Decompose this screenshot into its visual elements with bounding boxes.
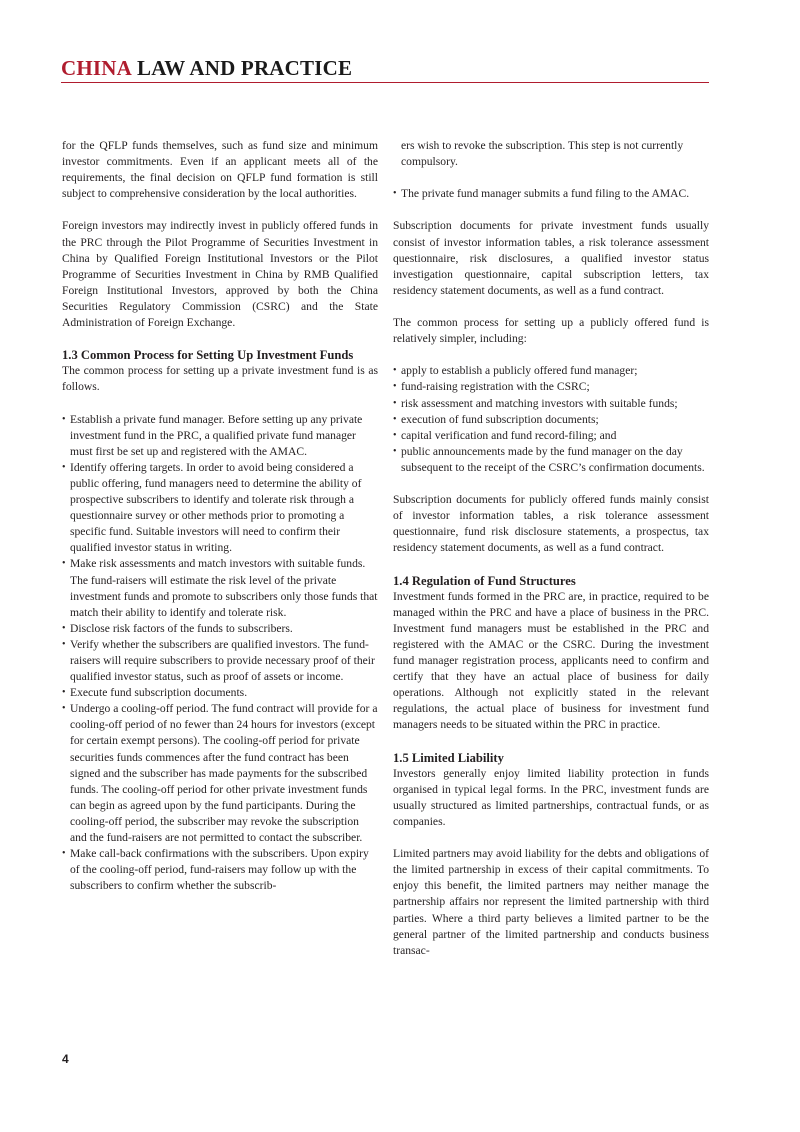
bullet-icon: •	[62, 703, 66, 715]
list-item-text: The private fund manager submits a fund filing to the AMAC.	[401, 187, 690, 201]
list-item-text: capital verification and fund record-filing; and	[401, 428, 617, 442]
body-paragraph: Subscription documents for publicly offered funds mainly consist of investor information tables, a risk tolerance assessment questionnaire, fund risk disclosure statements, a prospectus, tax residency statement documents, as well as a fund contract.	[393, 493, 709, 555]
left-column	[62, 138, 378, 894]
body-paragraph: Limited partners may avoid liability for the debts and obligations of the limited partnership in excess of their capital commitments. To enjoy this benefit, the limited partners may neither manage the partnership affairs nor represent the limited partnership with third parties. Where a third party believes a limited partner to be the general partner of the limited partnership and conducts business transac-	[393, 847, 709, 957]
bullet-icon: •	[393, 188, 397, 200]
list-item	[62, 637, 378, 685]
section-heading: 1.4 Regulation of Fund Structures	[393, 573, 576, 588]
bullet-list	[393, 363, 709, 476]
section-heading: 1.5 Limited Liability	[393, 750, 504, 765]
header-rule	[61, 82, 709, 83]
list-item-text: Make call-back confirmations with the subscribers. Upon expiry of the cooling-off period, fund-raisers may follow up with the subscribers to confirm whether the subscrib-	[70, 847, 369, 893]
body-paragraph: Investment funds formed in the PRC are, in practice, required to be managed within the PRC and have a place of business in the PRC. Investment fund managers must be established in the PRC and registered with the AMAC or the CSRC. During the investment fund manager registration process, applicants need to confirm and certify that they have an actual place of business for daily operations. Although not explicitly stated in the relevant regulations, the actual place of business for investment fund managers needs to be situated within the PRC in practice.	[393, 589, 709, 732]
list-item	[393, 396, 709, 412]
list-item	[393, 412, 709, 428]
bullet-icon: •	[62, 638, 66, 650]
bullet-icon: •	[393, 445, 397, 457]
list-item-text: Establish a private fund manager. Before setting up any private investment fund in the PRC, a qualified private fund manager must first be set up and registered with the AMAC.	[70, 412, 363, 458]
bullet-icon: •	[62, 413, 66, 425]
list-item	[62, 685, 378, 701]
bullet-icon: •	[393, 413, 397, 425]
bullet-list	[62, 412, 378, 895]
list-item-text: Execute fund subscription documents.	[70, 686, 248, 700]
list-item-text: Disclose risk factors of the funds to subscribers.	[70, 621, 293, 635]
list-item	[62, 556, 378, 620]
bullet-icon: •	[62, 848, 66, 860]
list-item	[393, 379, 709, 395]
bullet-icon: •	[62, 622, 66, 634]
list-item	[62, 701, 378, 846]
list-item	[62, 460, 378, 557]
list-item-text: Undergo a cooling-off period. The fund contract will provide for a cooling-off period of no fewer than 24 hours for investors (except for certain exempt persons). The cooling-off period for private securities funds commences after the fund contract has been signed and the subscriber has made payments for the subscribed funds. The cooling-off period for other private investment funds can begin as agreed upon by the fund participants. During the cooling-off period, the subscriber may revoke the subscription and the fund-raisers are not permitted to contact the subscriber.	[70, 702, 378, 845]
body-paragraph: Subscription documents for private investment funds usually consist of investor information tables, a risk tolerance assessment questionnaire, risk disclosures, a qualified investor status investigation questionnaire, capital subscription letters, tax residency statement documents, as well as a fund contract.	[393, 219, 709, 297]
list-item-text: execution of fund subscription documents;	[401, 412, 599, 426]
list-item-text: Verify whether the subscribers are qualified investors. The fund-raisers will require subscribers to provide necessary proof of their qualified investor status, such as proof of assets or income.	[70, 637, 375, 684]
page-number: 4	[62, 1052, 69, 1066]
bullet-icon: •	[62, 687, 66, 699]
bullet-icon: •	[393, 365, 397, 377]
body-paragraph: The common process for setting up a publicly offered fund is relatively simpler, including:	[393, 316, 709, 346]
section-heading: 1.3 Common Process for Setting Up Investment Funds	[62, 348, 354, 363]
list-item	[393, 186, 709, 202]
body-paragraph: Foreign investors may indirectly invest in publicly offered funds in the PRC through the Pilot Programme of Securities Investment in China by Qualified Foreign Institutional Investors or the Pilot Programme of Securities Investment in China by RMB Qualified Foreign Institutional Investors, approved by both the China Securities Regulatory Commission (CSRC) and the State Administration of Foreign Exchange.	[62, 219, 378, 330]
list-item-text: fund-raising registration with the CSRC;	[401, 380, 590, 394]
list-item	[393, 428, 709, 444]
bullet-icon: •	[393, 429, 397, 441]
list-item-text: apply to establish a publicly offered fund manager;	[401, 364, 638, 378]
list-item	[393, 363, 709, 379]
bullet-icon: •	[62, 461, 66, 473]
header-title: LAW AND PRACTICE	[137, 56, 353, 80]
bullet-icon: •	[393, 397, 397, 409]
bullet-list	[393, 186, 709, 202]
header-country: CHINA	[61, 56, 133, 80]
list-item-text: Identify offering targets. In order to avoid being considered a public offering, fund managers need to determine the ability of prospective subscribers to identify and tolerate risk through a questionnaire survey or other methods prior to promoting a specific fund. Suitable investors will need to confirm their qualified investor status in writing.	[70, 460, 362, 555]
list-item	[62, 412, 378, 460]
running-header	[61, 55, 709, 81]
body-paragraph: for the QFLP funds themselves, such as fund size and minimum investor commitments. Even if an applicant meets all of the requirements, the final decision on QFLP fund formation is still subject to comprehensive consideration by the local authorities.	[62, 139, 378, 201]
bullet-icon: •	[393, 381, 397, 393]
body-paragraph: The common process for setting up a private investment fund is as follows.	[62, 364, 378, 394]
list-item-text: Make risk assessments and match investors with suitable funds. The fund-raisers will estimate the risk level of the private investment funds and promote to subscribers only those funds that match their ability to identify and tolerate risk.	[70, 557, 378, 619]
list-item-text: risk assessment and matching investors with suitable funds;	[401, 396, 678, 410]
list-item	[393, 444, 709, 476]
body-paragraph: Investors generally enjoy limited liability protection in funds organised in typical legal forms. In the PRC, investment funds are usually structured as limited partnerships, contractual funds, or as companies.	[393, 766, 709, 828]
list-item	[62, 846, 378, 894]
list-item-continuation: ers wish to revoke the subscription. This step is not currently compulsory.	[401, 139, 684, 169]
list-item	[62, 621, 378, 637]
right-column	[393, 138, 709, 959]
bullet-icon: •	[62, 558, 66, 570]
list-item-text: public announcements made by the fund manager on the day subsequent to the receipt of the CSRC’s confirmation documents.	[401, 444, 705, 474]
